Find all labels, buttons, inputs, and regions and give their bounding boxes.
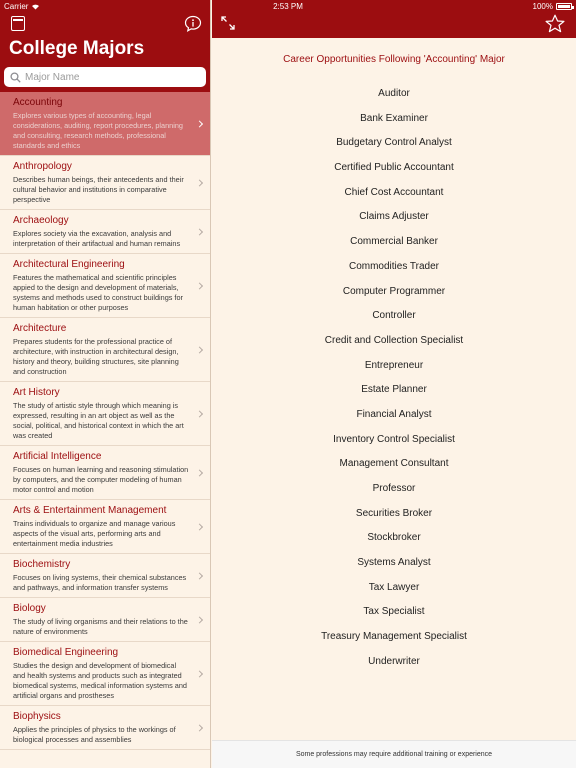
sidebar: [0, 0, 211, 768]
status-time: 2:53 PM: [273, 2, 303, 11]
chevron-right-icon: [196, 179, 203, 186]
major-list-item[interactable]: [0, 254, 211, 318]
career-item: Tax Lawyer: [368, 581, 420, 593]
chevron-right-icon: [196, 469, 203, 476]
chevron-right-icon: [196, 572, 203, 579]
major-name: Biochemistry: [13, 559, 71, 570]
major-list-item[interactable]: [0, 92, 211, 156]
battery-icon: [556, 3, 572, 10]
major-description: Focuses on human learning and reasoning stimulation by computers, and the computer modeling of human motor control and motion: [13, 465, 189, 494]
career-item: Budgetary Control Analyst: [336, 137, 452, 149]
career-item: Professor: [372, 483, 416, 494]
career-item: Systems Analyst: [357, 557, 431, 569]
major-description: Explores society via the excavation, analysis and interpretation of their artifactual and human remains: [13, 229, 181, 248]
chevron-right-icon: [196, 410, 203, 417]
major-description: Applies the principles of physics to the workings of biological processes and assemblies: [13, 725, 176, 744]
chevron-right-icon: [196, 670, 203, 677]
major-name: Art History: [13, 387, 60, 398]
major-list-item[interactable]: [0, 500, 211, 554]
major-description: Features the mathematical and scientific principles appied to the design and development of materials, systems and methods used to construct buildings for human habitation or other purposes: [13, 273, 183, 312]
career-item: Entrepreneur: [364, 359, 424, 371]
career-item: Stockbroker: [367, 532, 421, 544]
major-list-item[interactable]: [0, 706, 211, 750]
major-description: Prepares students for the professional practice of architecture, with instruction in architectural design, history and theory, building structures, site planning and construction: [13, 337, 179, 376]
career-item: Management Consultant: [339, 458, 449, 470]
search-bar[interactable]: [4, 67, 206, 87]
major-list: [0, 92, 211, 750]
chevron-right-icon: [196, 523, 203, 530]
career-item: Estate Planner: [361, 384, 427, 396]
career-item: Commercial Banker: [350, 236, 438, 248]
career-item: Chief Cost Accountant: [344, 186, 444, 198]
career-item: Controller: [372, 310, 416, 322]
page-title: College Majors: [9, 38, 145, 59]
career-item: Claims Adjuster: [359, 211, 429, 223]
battery-indicator: [533, 2, 572, 11]
chevron-right-icon: [196, 616, 203, 623]
battery-percent: 100%: [532, 2, 553, 11]
major-description: Focuses on living systems, their chemical substances and pathways, and information transfer systems: [13, 573, 187, 592]
major-name: Biology: [13, 603, 46, 614]
chevron-right-icon: [196, 228, 203, 235]
career-item: Computer Programmer: [342, 285, 446, 297]
career-item: Auditor: [378, 88, 410, 99]
career-item: Treasury Management Specialist: [321, 631, 467, 643]
major-list-item[interactable]: [0, 318, 211, 382]
major-list-item[interactable]: [0, 598, 211, 642]
expand-arrows-icon[interactable]: [221, 16, 235, 30]
major-description: The study of living organisms and their relations to the nature of environments: [13, 617, 188, 636]
career-item: Commodities Trader: [348, 260, 440, 272]
star-icon[interactable]: [545, 14, 565, 33]
footer-note: Some professions may require additional training or experience: [212, 740, 576, 768]
major-description: Studies the design and development of biomedical and health systems and products such as integrated biomedical systems, medical information systems and artificial organs and prostheses: [13, 661, 187, 700]
career-item: Credit and Collection Specialist: [324, 334, 464, 346]
major-name: Architectural Engineering: [13, 259, 125, 270]
chevron-right-icon: [196, 724, 203, 731]
career-item: Inventory Control Specialist: [333, 433, 455, 445]
career-heading: Career Opportunities Following 'Accounting' Major: [283, 54, 505, 65]
search-icon: [10, 72, 21, 83]
major-name: Biomedical Engineering: [13, 647, 119, 658]
major-list-item[interactable]: [0, 554, 211, 598]
career-list: [212, 84, 576, 677]
carrier-label: Carrier: [4, 2, 29, 11]
major-list-item[interactable]: [0, 642, 211, 706]
major-list-item[interactable]: [0, 210, 211, 254]
career-item: Tax Specialist: [363, 606, 425, 618]
chevron-right-icon: [196, 120, 203, 127]
major-name: Archaeology: [13, 215, 69, 226]
career-item: Financial Analyst: [356, 408, 432, 420]
major-name: Accounting: [13, 97, 63, 108]
career-item: Securities Broker: [355, 507, 433, 519]
status-bar: [0, 0, 576, 14]
chevron-right-icon: [196, 282, 203, 289]
major-description: The study of artistic style through which meaning is expressed, resulting in an art object as well as the social, political, and historical context in which the art was created: [13, 401, 184, 440]
major-name: Artificial Intelligence: [13, 451, 102, 462]
major-list-item[interactable]: [0, 382, 211, 446]
major-description: Explores various types of accounting, legal considerations, auditing, report procedures, planning and consulting, research methods, professional standards and ethics: [13, 111, 183, 150]
career-item: Certified Public Accountant: [334, 162, 454, 174]
search-input[interactable]: [25, 72, 195, 83]
info-icon[interactable]: [184, 15, 202, 32]
major-description: Describes human beings, their antecedents and their cultural behavior and institutions in comparative perspective: [13, 175, 184, 204]
major-list-item[interactable]: [0, 446, 211, 500]
detail-pane: [212, 0, 576, 768]
major-list-item[interactable]: [0, 156, 211, 210]
major-name: Architecture: [13, 323, 67, 334]
career-item: Underwriter: [368, 655, 420, 667]
major-name: Anthropology: [13, 161, 72, 172]
major-name: Arts & Entertainment Management: [13, 505, 167, 516]
major-name: Biophysics: [13, 711, 61, 722]
list-app-icon[interactable]: [11, 16, 25, 31]
major-description: Trains individuals to organize and manage various aspects of the visual arts, performing arts and entertainment media industries: [13, 519, 176, 548]
chevron-right-icon: [196, 346, 203, 353]
career-item: Bank Examiner: [360, 112, 428, 124]
